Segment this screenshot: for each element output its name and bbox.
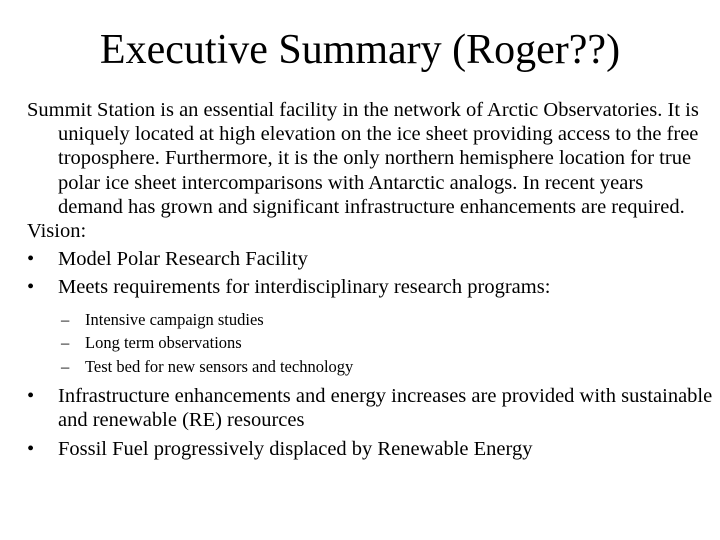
bullet-item [27, 275, 713, 299]
bullet-marker: • [27, 385, 35, 408]
bullet-item [27, 247, 713, 271]
bullet-text: Model Polar Research Facility [58, 248, 308, 271]
slide-body [27, 98, 713, 461]
sub-bullet-list [27, 308, 713, 379]
bullet-text: Fossil Fuel progressively displaced by Renewable Energy [58, 437, 533, 460]
dash-marker: – [61, 356, 70, 376]
vision-label: Vision: [27, 220, 87, 243]
bullet-marker: • [27, 437, 35, 460]
bullet-item [27, 384, 713, 432]
bullet-item [27, 437, 713, 461]
sub-bullet-text: Long term observations [85, 333, 242, 353]
dash-marker: – [61, 309, 70, 329]
sub-bullet-item [27, 308, 713, 332]
slide-title: Executive Summary (Roger??) [99, 27, 621, 73]
sub-bullet-item [27, 331, 713, 355]
bullet-marker: • [27, 276, 35, 299]
sub-bullet-text: Intensive campaign studies [85, 309, 264, 329]
intro-paragraph: Summit Station is an essential facility in the network of Arctic Observatories. It is uniquely located at high elevation on the ice sheet providing access to the free troposphere. Furthermore, it is the only northern hemisphere location for true polar ice sheet intercomparisons with Antarctic analogs. In recent years demand has grown and significant infrastructure enhancements are required. [27, 99, 699, 218]
bullet-text: Infrastructure enhancements and energy increases are provided with sustainable and renewable (RE) resources [58, 385, 713, 432]
sub-bullet-item [27, 355, 713, 379]
dash-marker: – [61, 333, 70, 353]
sub-bullet-text: Test bed for new sensors and technology [85, 356, 354, 376]
bullet-marker: • [27, 248, 35, 271]
bullet-text: Meets requirements for interdisciplinary research programs: [58, 276, 551, 299]
